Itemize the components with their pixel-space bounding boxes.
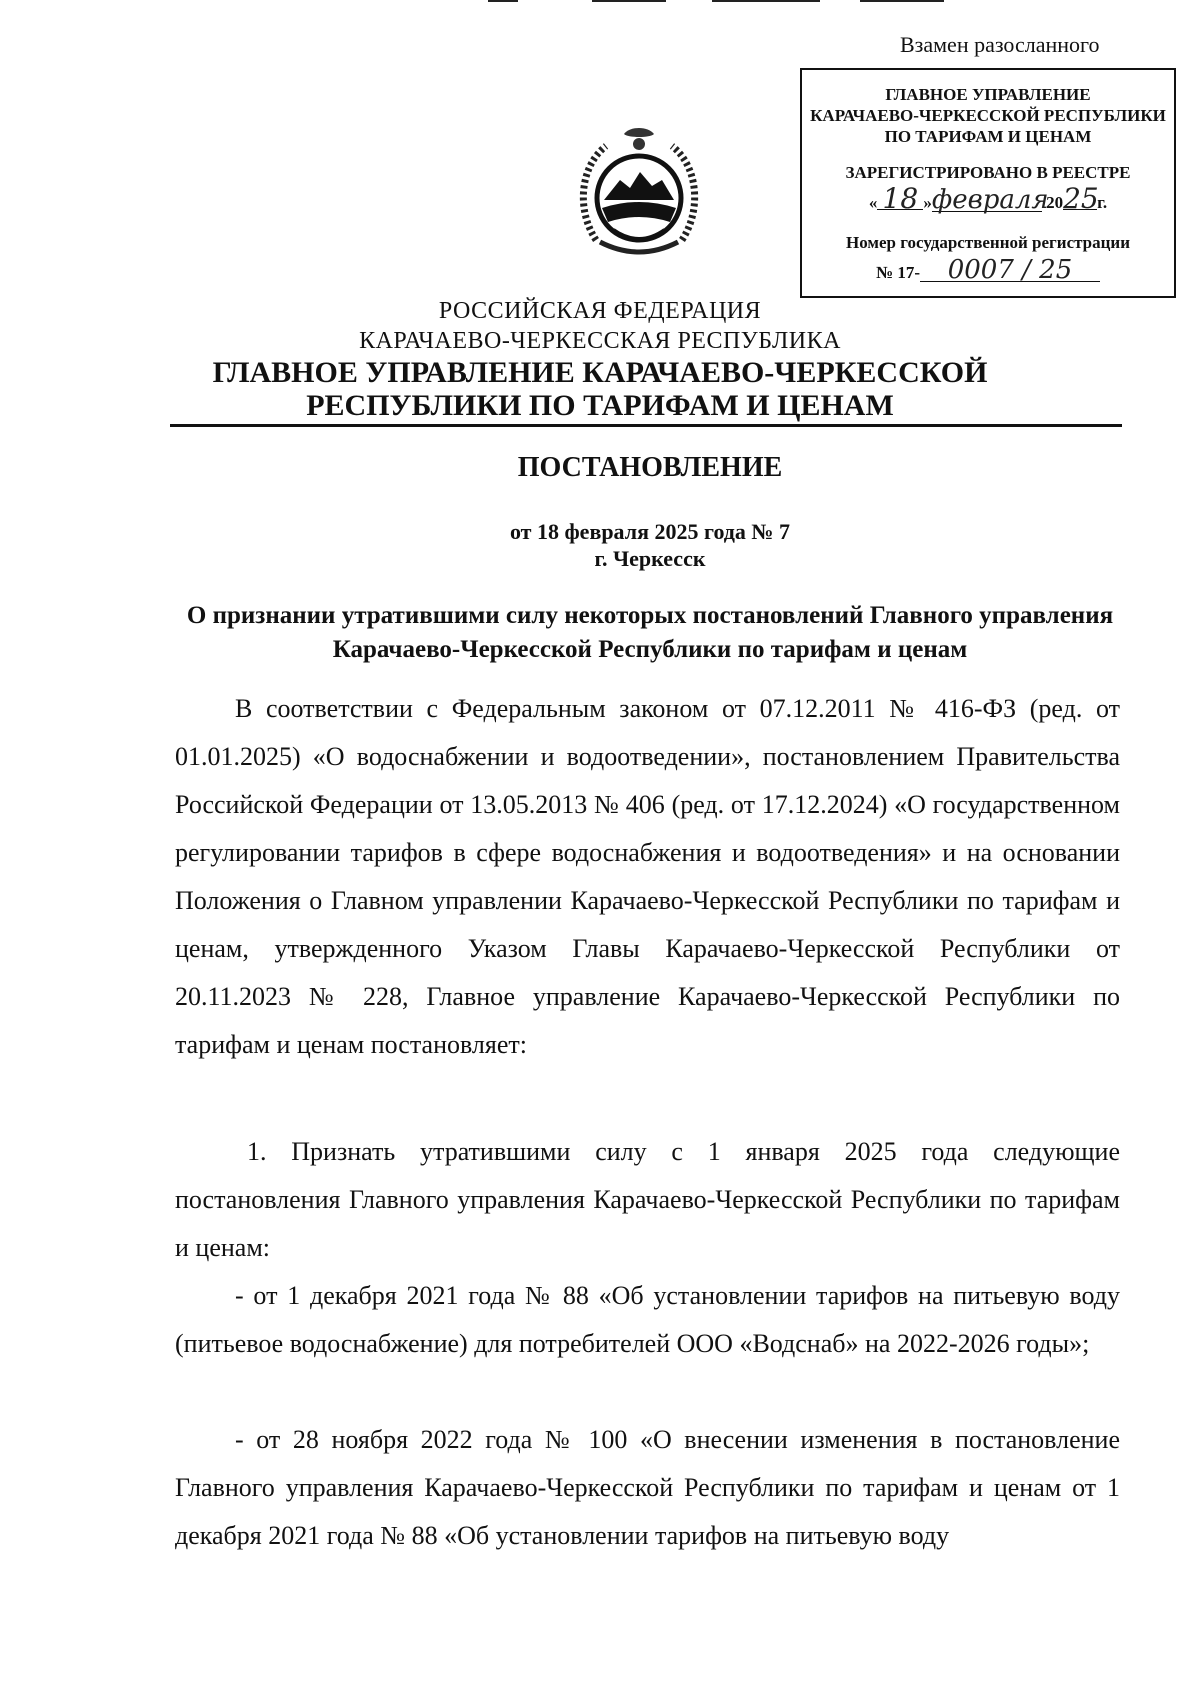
top-scan-marks: [0, 0, 1200, 6]
replacement-note: Взамен разосланного: [900, 32, 1100, 57]
document-title: О признании утратившими силу некоторых постановлений Главного управления Карачаево-Черкесской Республики по тарифам и ценам: [186, 602, 1114, 663]
stamp-number-label: Номер государственной регистрации: [845, 233, 1131, 252]
stamp-org-line3: ПО ТАРИФАМ И ЦЕНАМ: [884, 127, 1092, 146]
document-city: г. Черкесск: [594, 546, 706, 571]
header-divider: [170, 424, 1122, 427]
coat-of-arms-emblem: [574, 128, 704, 264]
stamp-date-year-unit: г.: [1097, 193, 1108, 212]
body-paragraph: В соответствии с Федеральным законом от 07.12.2011 № 416-ФЗ (ред. от 01.01.2025) «О водоснабжении и водоотведении», постановлением Правительства Российской Федерации от 13.05.2013 № 406 (ред. от 17.12.2024) «О государственном регулировании тарифов в сфере водоснабжения и водоотведения» и на основании Положения о Главном управлении Карачаево-Черкесской Республики по тарифам и ценам, утвержденного Указом Главы Карачаево-Черкесской Республики от 20.11.2023 № 228, Главное управление Карачаево-Черкесской Республики по тарифам и ценам постановляет:: [175, 694, 1120, 1059]
document-date: от 18 февраля 2025 года № 7: [509, 519, 791, 544]
stamp-registered-label: ЗАРЕГИСТРИРОВАНО В РЕЕСТРЕ: [845, 163, 1131, 182]
header-country: РОССИЙСКАЯ ФЕДЕРАЦИЯ: [438, 298, 762, 324]
stamp-number-prefix: № 17-: [876, 263, 920, 282]
stamp-org-line1: ГЛАВНОЕ УПРАВЛЕНИЕ: [885, 85, 1091, 104]
stamp-date-close-quote: »: [923, 193, 932, 212]
stamp-date-month: февраля: [931, 185, 1049, 215]
stamp-date: [802, 182, 1174, 215]
stamp-date-open-quote: «: [868, 193, 878, 212]
body-paragraph: - от 28 ноября 2022 года № 100 «О внесении изменения в постановление Главного управления Карачаево-Черкесской Республики по тарифам и ценам от 1 декабря 2021 года № 88 «Об установлении тарифов на питьевую воду: [175, 1425, 1120, 1550]
stamp-date-day: 18: [877, 188, 923, 210]
stamp-org-line2: КАРАЧАЕВО-ЧЕРКЕССКОЙ РЕСПУБЛИКИ: [810, 106, 1166, 125]
stamp-number-value: 0007 / 25: [920, 260, 1100, 282]
stamp-date-year-prefix: 20: [1046, 193, 1064, 212]
body-paragraph: - от 1 декабря 2021 года № 88 «Об установлении тарифов на питьевую воду (питьевое водоснабжение) для потребителей ООО «Водснаб» на 2022-2026 годы»;: [175, 1281, 1120, 1358]
stamp-number: [802, 255, 1174, 285]
registration-stamp: [800, 68, 1176, 298]
document-type: ПОСТАНОВЛЕНИЕ: [517, 452, 783, 483]
header-organization-line1: ГЛАВНОЕ УПРАВЛЕНИЕ КАРАЧАЕВО-ЧЕРКЕССКОЙ: [212, 356, 988, 389]
header-organization-line2: РЕСПУБЛИКИ ПО ТАРИФАМ И ЦЕНАМ: [306, 389, 894, 422]
body-paragraph: 1. Признать утратившими силу с 1 января 2025 года следующие постановления Главного управления Карачаево-Черкесской Республики по тарифам и ценам:: [175, 1137, 1120, 1262]
header-republic: КАРАЧАЕВО-ЧЕРКЕССКАЯ РЕСПУБЛИКА: [359, 328, 841, 354]
stamp-date-year-suffix: 25: [1063, 182, 1099, 215]
